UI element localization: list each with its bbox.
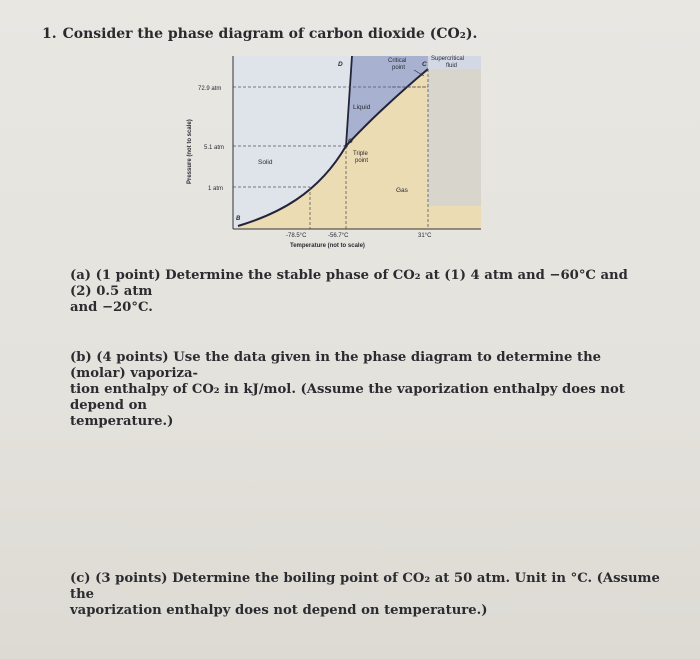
supercritical-label: Supercritical xyxy=(431,56,465,62)
part-a-tag: (a) xyxy=(70,268,92,283)
x-axis-label: Temperature (not to scale) xyxy=(290,243,365,249)
supercritical-label-2: fluid xyxy=(446,63,458,69)
temp-tick-31: 31°C xyxy=(418,233,432,239)
pressure-tick-5: 5.1 atm xyxy=(204,145,225,151)
triple-label-2: point xyxy=(355,158,369,164)
temp-tick-56: -56.7°C xyxy=(328,233,349,239)
part-a-line-2: and −20°C. xyxy=(70,300,153,315)
part-c xyxy=(70,571,660,619)
triple-label: Triple xyxy=(353,151,368,157)
part-b-line-2: tion enthalpy of CO₂ in kJ/mol. (Assume the vaporization enthalpy does not depend on xyxy=(70,382,625,413)
part-c-text-1: Determine the boiling point of CO₂ at 50 atm. Unit in °C. (Assume the xyxy=(70,571,660,602)
point-b-label: B xyxy=(236,216,241,222)
part-c-points: (3 points) xyxy=(95,571,168,586)
part-b-points: (4 points) xyxy=(96,350,169,365)
question-number: 1. xyxy=(42,26,57,42)
point-d-label: D xyxy=(338,61,343,68)
pressure-tick-1: 1 atm xyxy=(208,186,224,192)
temp-tick-78: -78.5°C xyxy=(286,233,307,239)
part-b-tag: (b) xyxy=(70,350,92,365)
part-b xyxy=(70,350,650,430)
part-b-line-1 xyxy=(70,350,650,382)
point-c-label: C xyxy=(422,61,427,68)
part-c-tag: (c) xyxy=(70,571,91,586)
part-a-points: (1 point) xyxy=(95,268,161,283)
part-a-text-1: Determine the stable phase of CO₂ at (1) 4 atm and −60°C and (2) 0.5 atm xyxy=(70,268,628,299)
question-title xyxy=(42,26,477,42)
part-b-text-1: Use the data given in the phase diagram to determine the (molar) vaporiza- xyxy=(70,350,602,381)
gas-label: Gas xyxy=(396,187,408,194)
part-a-line-1 xyxy=(70,268,650,300)
point-o-label: O xyxy=(348,139,353,145)
part-c-line-2: vaporization enthalpy does not depend on temperature.) xyxy=(70,603,488,618)
liquid-label: Liquid xyxy=(353,104,371,111)
part-c-line-1 xyxy=(70,571,660,603)
critical-label-2: point xyxy=(392,65,406,71)
critical-label: Critical xyxy=(388,58,407,64)
part-b-line-3: temperature.) xyxy=(70,414,174,429)
solid-label: Solid xyxy=(258,159,273,166)
question-text: Consider the phase diagram of carbon dioxide (CO₂). xyxy=(62,26,478,42)
pressure-tick-72: 72.9 atm xyxy=(198,86,222,92)
phase-diagram xyxy=(178,54,483,259)
part-a xyxy=(70,268,650,316)
y-axis-label: Pressure (not to scale) xyxy=(187,119,193,184)
